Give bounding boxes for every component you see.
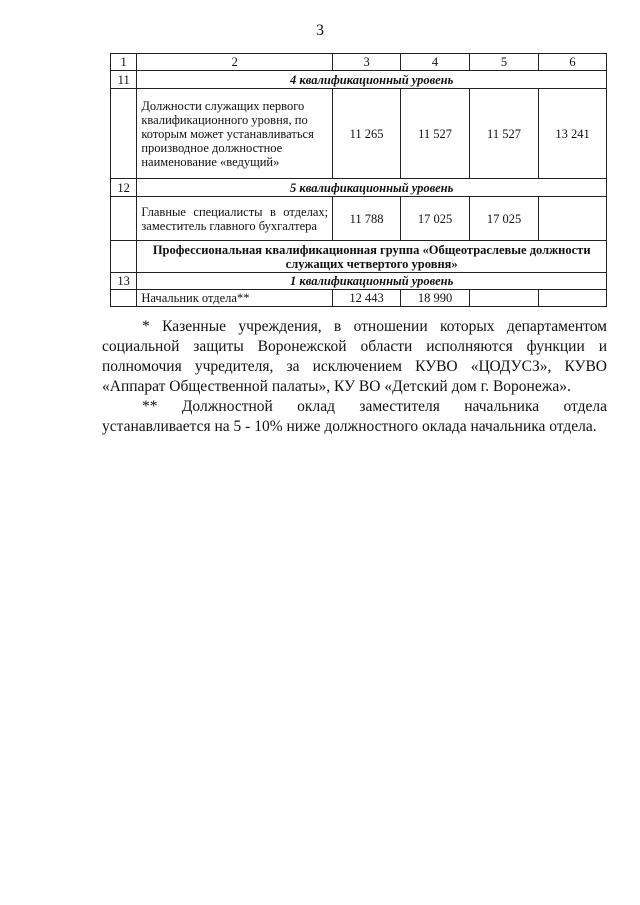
- table-row: [111, 89, 607, 179]
- row-number: [111, 197, 137, 241]
- salary-value: 18 990: [401, 290, 470, 307]
- salary-value: 17 025: [401, 197, 470, 241]
- header-cell: 5: [470, 54, 539, 71]
- header-cell: 4: [401, 54, 470, 71]
- header-cell: 2: [137, 54, 333, 71]
- table-row: [111, 71, 607, 89]
- position-name: Главные специалисты в отделах; заместитель главного бухгалтера: [137, 197, 333, 241]
- salary-table: [110, 53, 607, 307]
- table-row: [111, 179, 607, 197]
- salary-value: 11 788: [333, 197, 401, 241]
- header-cell: 1: [111, 54, 137, 71]
- table-row: [111, 273, 607, 290]
- salary-value: [539, 197, 607, 241]
- salary-value: 11 265: [333, 89, 401, 179]
- header-cell: 3: [333, 54, 401, 71]
- row-number: [111, 89, 137, 179]
- salary-value: [470, 290, 539, 307]
- salary-value: 11 527: [401, 89, 470, 179]
- footnote-2: ** Должностной оклад заместителя начальника отдела устанавливается на 5 - 10% ниже должностного оклада начальника отдела.: [102, 398, 607, 435]
- table-row: [111, 290, 607, 307]
- row-number: 12: [111, 179, 137, 197]
- footnotes: [102, 317, 607, 437]
- salary-value: 13 241: [539, 89, 607, 179]
- row-number: [111, 290, 137, 307]
- row-number: 13: [111, 273, 137, 290]
- salary-value: 11 527: [470, 89, 539, 179]
- salary-value: 12 443: [333, 290, 401, 307]
- header-cell: 6: [539, 54, 607, 71]
- table-row: [111, 197, 607, 241]
- qualification-level-label: 5 квалификационный уровень: [137, 179, 607, 197]
- table-row: [111, 241, 607, 273]
- salary-value: 17 025: [470, 197, 539, 241]
- footnote-1: * Казенные учреждения, в отношении которых департаментом социальной защиты Воронежской области исполняются функции и полномочия учредителя, за исключением КУВО «ЦОДУСЗ», КУВО «Аппарат Общественной палаты», КУ ВО «Детский дом г. Воронежа».: [102, 318, 607, 395]
- table-header-row: [111, 54, 607, 71]
- qualification-level-label: 4 квалификационный уровень: [137, 71, 607, 89]
- salary-value: [539, 290, 607, 307]
- page-number: 3: [316, 22, 324, 39]
- row-number: 11: [111, 71, 137, 89]
- professional-group-label: Профессиональная квалификационная группа «Общеотраслевые должности служащих четвертого уровня»: [137, 241, 607, 273]
- row-number: [111, 241, 137, 273]
- qualification-level-label: 1 квалификационный уровень: [137, 273, 607, 290]
- position-name: Начальник отдела**: [137, 290, 333, 307]
- position-name: Должности служащих первого квалификационного уровня, по которым может устанавливаться производное должностное наименование «ведущий»: [137, 89, 333, 179]
